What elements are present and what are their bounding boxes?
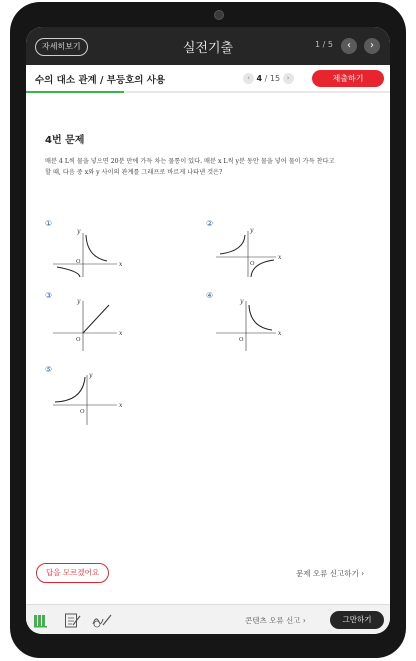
page-title: 실전기출: [182, 41, 234, 56]
choice-number: ④: [206, 291, 214, 300]
choice-number: ②: [206, 219, 214, 228]
choice-5[interactable]: [45, 365, 145, 427]
x-axis-label: x: [119, 330, 123, 337]
current-question-number: 4: [256, 74, 263, 83]
next-page-button[interactable]: [364, 38, 380, 54]
y-axis-label: y: [77, 228, 81, 235]
x-axis-label: x: [119, 402, 123, 409]
y-axis-label: y: [89, 372, 93, 379]
origin-label: O: [239, 337, 244, 343]
choice-number: ③: [45, 291, 53, 300]
choice-3[interactable]: [45, 291, 145, 353]
choice-4[interactable]: [206, 291, 306, 353]
choice-graph: [206, 219, 306, 281]
question-title: 4번 문제: [45, 135, 85, 146]
choice-graph: [45, 365, 145, 427]
topic-title: 수의 대소 관계 / 부등호의 사용: [35, 75, 166, 86]
progress-bar: [26, 91, 390, 93]
question-navigator: [243, 73, 294, 84]
question-text-line: 매분 4 L씩 물을 넣으면 20분 만에 가득 차는 물통이 있다. 매분 x L씩 y분 동안 물을 넣어 물이 가득 찬다고: [45, 158, 335, 165]
report-problem-link[interactable]: [296, 568, 364, 579]
choice-graph: [206, 291, 306, 353]
origin-label: O: [76, 259, 81, 265]
origin-label: O: [76, 337, 81, 343]
x-axis-label: x: [119, 261, 123, 268]
content-report-label: 콘텐츠 오류 신고: [245, 616, 301, 625]
next-question-button[interactable]: ›: [283, 73, 294, 84]
stop-button[interactable]: 그만하기: [330, 611, 384, 629]
y-axis-label: y: [240, 298, 244, 305]
choice-2[interactable]: [206, 219, 306, 281]
prev-question-button[interactable]: ‹: [243, 73, 254, 84]
y-axis-label: y: [250, 227, 254, 234]
x-axis-label: x: [278, 330, 282, 337]
choice-number: ①: [45, 219, 53, 228]
y-axis-label: y: [77, 298, 81, 305]
question-header: [26, 65, 390, 91]
report-problem-label: 문제 오류 신고하기: [296, 569, 359, 578]
choice-graph: [45, 291, 145, 353]
choice-1[interactable]: [45, 219, 145, 281]
dont-know-button[interactable]: 답을 모르겠어요: [36, 563, 109, 583]
question-text: [45, 156, 375, 178]
camera-icon: [214, 10, 224, 20]
origin-label: O: [250, 261, 255, 267]
detail-button[interactable]: 자세히보기: [35, 38, 88, 56]
chevron-right-icon: ›: [302, 616, 306, 625]
choice-graph: [45, 219, 145, 281]
chevron-right-icon: ›: [361, 569, 365, 578]
note-edit-icon[interactable]: [64, 612, 82, 628]
question-text-line: 할 때, 다음 중 x와 y 사이의 관계를 그래프로 바르게 나타낸 것은?: [45, 169, 223, 176]
chevron-right-icon: ›: [370, 40, 374, 51]
library-icon[interactable]: [33, 612, 49, 628]
choice-number: ⑤: [45, 365, 53, 374]
chevron-left-icon: ‹: [347, 40, 351, 51]
submit-button[interactable]: 제출하기: [312, 70, 384, 87]
top-bar: [26, 27, 390, 65]
x-axis-label: x: [278, 254, 282, 261]
total-questions: / 15: [264, 74, 281, 83]
prev-page-button[interactable]: [341, 38, 357, 54]
bottom-toolbar: [26, 604, 390, 634]
origin-label: O: [80, 409, 85, 415]
handwriting-icon[interactable]: [91, 612, 113, 628]
app-screen: [26, 27, 390, 634]
page-indicator: 1 / 5: [315, 40, 333, 49]
progress-fill: [26, 91, 124, 93]
content-report-link[interactable]: [245, 615, 306, 626]
